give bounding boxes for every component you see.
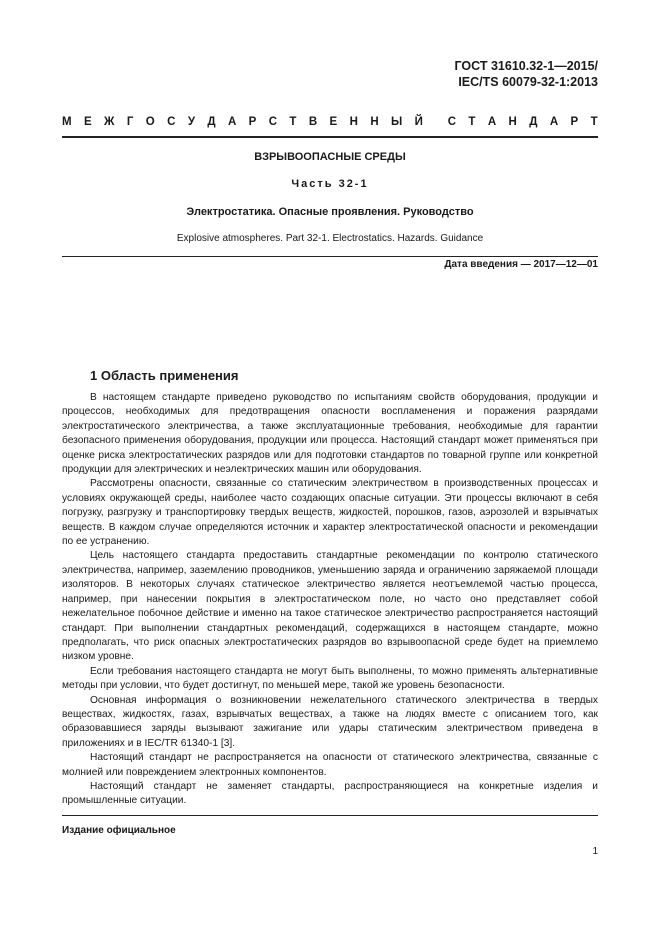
section-body [62,391,598,809]
standard-designation [455,58,599,90]
banner-letter: Д [207,116,216,128]
top-divider [62,136,598,138]
body-paragraph: Цель настоящего стандарта предоставить стандартные рекомендации по контролю статического электричества, например, заземлению проводников, уменьшению заряда и ограничению заряжаемой площади изоляторов. В некоторых случаях статическое электричество является неотъемлемой частью процесса, например, при нанесении покрытия в электростатическом поле, но часто оно представляет собой нежелательное побочное действие и именно на такое статическое электричество распространяется настоящий стандарт. При выполнении стандартных рекомендаций, содержащихся в настоящем стандарте, можно предполагать, что риск опасных электростатических разрядов во взрывоопасной среде будет на приемлемо низком уровне. [62,550,598,663]
introduction-date: Дата введения — 2017—12—01 [444,259,598,270]
title-block [62,149,598,247]
banner-letter: Н [349,116,358,128]
interstate-standard-banner [62,116,598,132]
body-paragraph: Настоящий стандарт не распространяется на опасности от статического электричества, связанные с молнией или повреждением электронных компонентов. [62,752,598,778]
banner-letter: У [187,116,195,128]
banner-letter: Р [570,116,579,128]
title-divider [62,256,598,257]
body-paragraph: Рассмотрены опасности, связанные со статическим электричеством в производственных процессах и условиях окружающей среды, наиболее часто создающих опасные ситуации. Эти процессы включают в себя погрузку, разгрузку и транспортировку твердых веществ, жидкостей, порошков, газов, аэрозолей и взрывчатых веществ. В каждом случае определяются источник и характер электростатической опасности и рекомендации по ее устранению. [62,478,598,548]
banner-letter: Н [508,116,517,128]
footer-divider [62,815,598,816]
banner-letter: В [308,116,318,128]
banner-letter: Ы [391,116,403,128]
banner-letter: Т [289,116,297,128]
body-paragraph: В настоящем стандарте приведено руководство по испытаниям свойств оборудования, продукции и процессов, необходимых для предотвращения опасности воспламенения и поражения разрядами электростатического электричества, а также эксплуатационные требования, необходимые для гарантии безопасного применения оборудования, продукции или процесса. Настоящий стандарт может применяться при оценке риска электростатических разрядов или для подготовки стандартов по товарной группе или конкретной продукции для электрических и неэлектрических машин или оборудования. [62,392,598,476]
standard-code-gost: ГОСТ 31610.32-1—2015/ [454,59,598,73]
banner-letter: Т [468,116,476,128]
standard-code-iec: IEC/TS 60079-32-1:2013 [458,75,598,89]
banner-letter: О [145,116,155,128]
document-title-english: Explosive atmospheres. Part 32-1. Electrostatics. Hazards. Guidance [176,233,484,244]
banner-letter: А [549,116,559,128]
banner-letter: Н [370,116,379,128]
banner-letter: Т [590,116,598,128]
banner-letter: С [447,116,457,128]
body-paragraph: Основная информация о возникновении нежелательного статического электричества в твердых веществах, жидкостях, газах, взрывчатых веществах, а также на людях вместе с описанием того, как образовавшиеся заряды вызывают зажигание или удары статическим электричеством приведена в приложениях и в IEC/TR 61340-1 [3]. [62,694,598,749]
banner-letter: Р [248,116,257,128]
page-number: 1 [592,846,598,857]
banner-letter: Ж [104,116,115,128]
banner-letter: Й [414,116,423,128]
body-paragraph: Настоящий стандарт не заменяет стандарты, распространяющиеся на конкретные изделия и промышленные ситуации. [62,780,598,807]
banner-letter: Е [83,116,92,128]
banner-letter: С [268,116,278,128]
banner-letter: С [167,116,176,128]
banner-letter: А [487,116,497,128]
banner-letter: А [227,116,237,128]
edition-label: Издание официальное [62,825,176,836]
body-paragraph: Если требования настоящего стандарта не могут быть выполнены, то можно применять альтернативные методы при условии, что будет достигнут, по меньшей мере, такой же уровень безопасности. [62,665,598,692]
banner-letter: Д [529,116,538,128]
document-title: ВЗРЫВООПАСНЫЕ СРЕДЫ [254,151,406,163]
section-heading: 1 Область применения [90,368,239,383]
banner-letter: М [62,116,72,128]
document-part: Часть 32-1 [291,178,369,190]
banner-letter: Е [329,116,338,128]
document-subtitle: Электростатика. Опасные проявления. Руководство [186,206,474,218]
banner-letter: Г [126,116,134,128]
